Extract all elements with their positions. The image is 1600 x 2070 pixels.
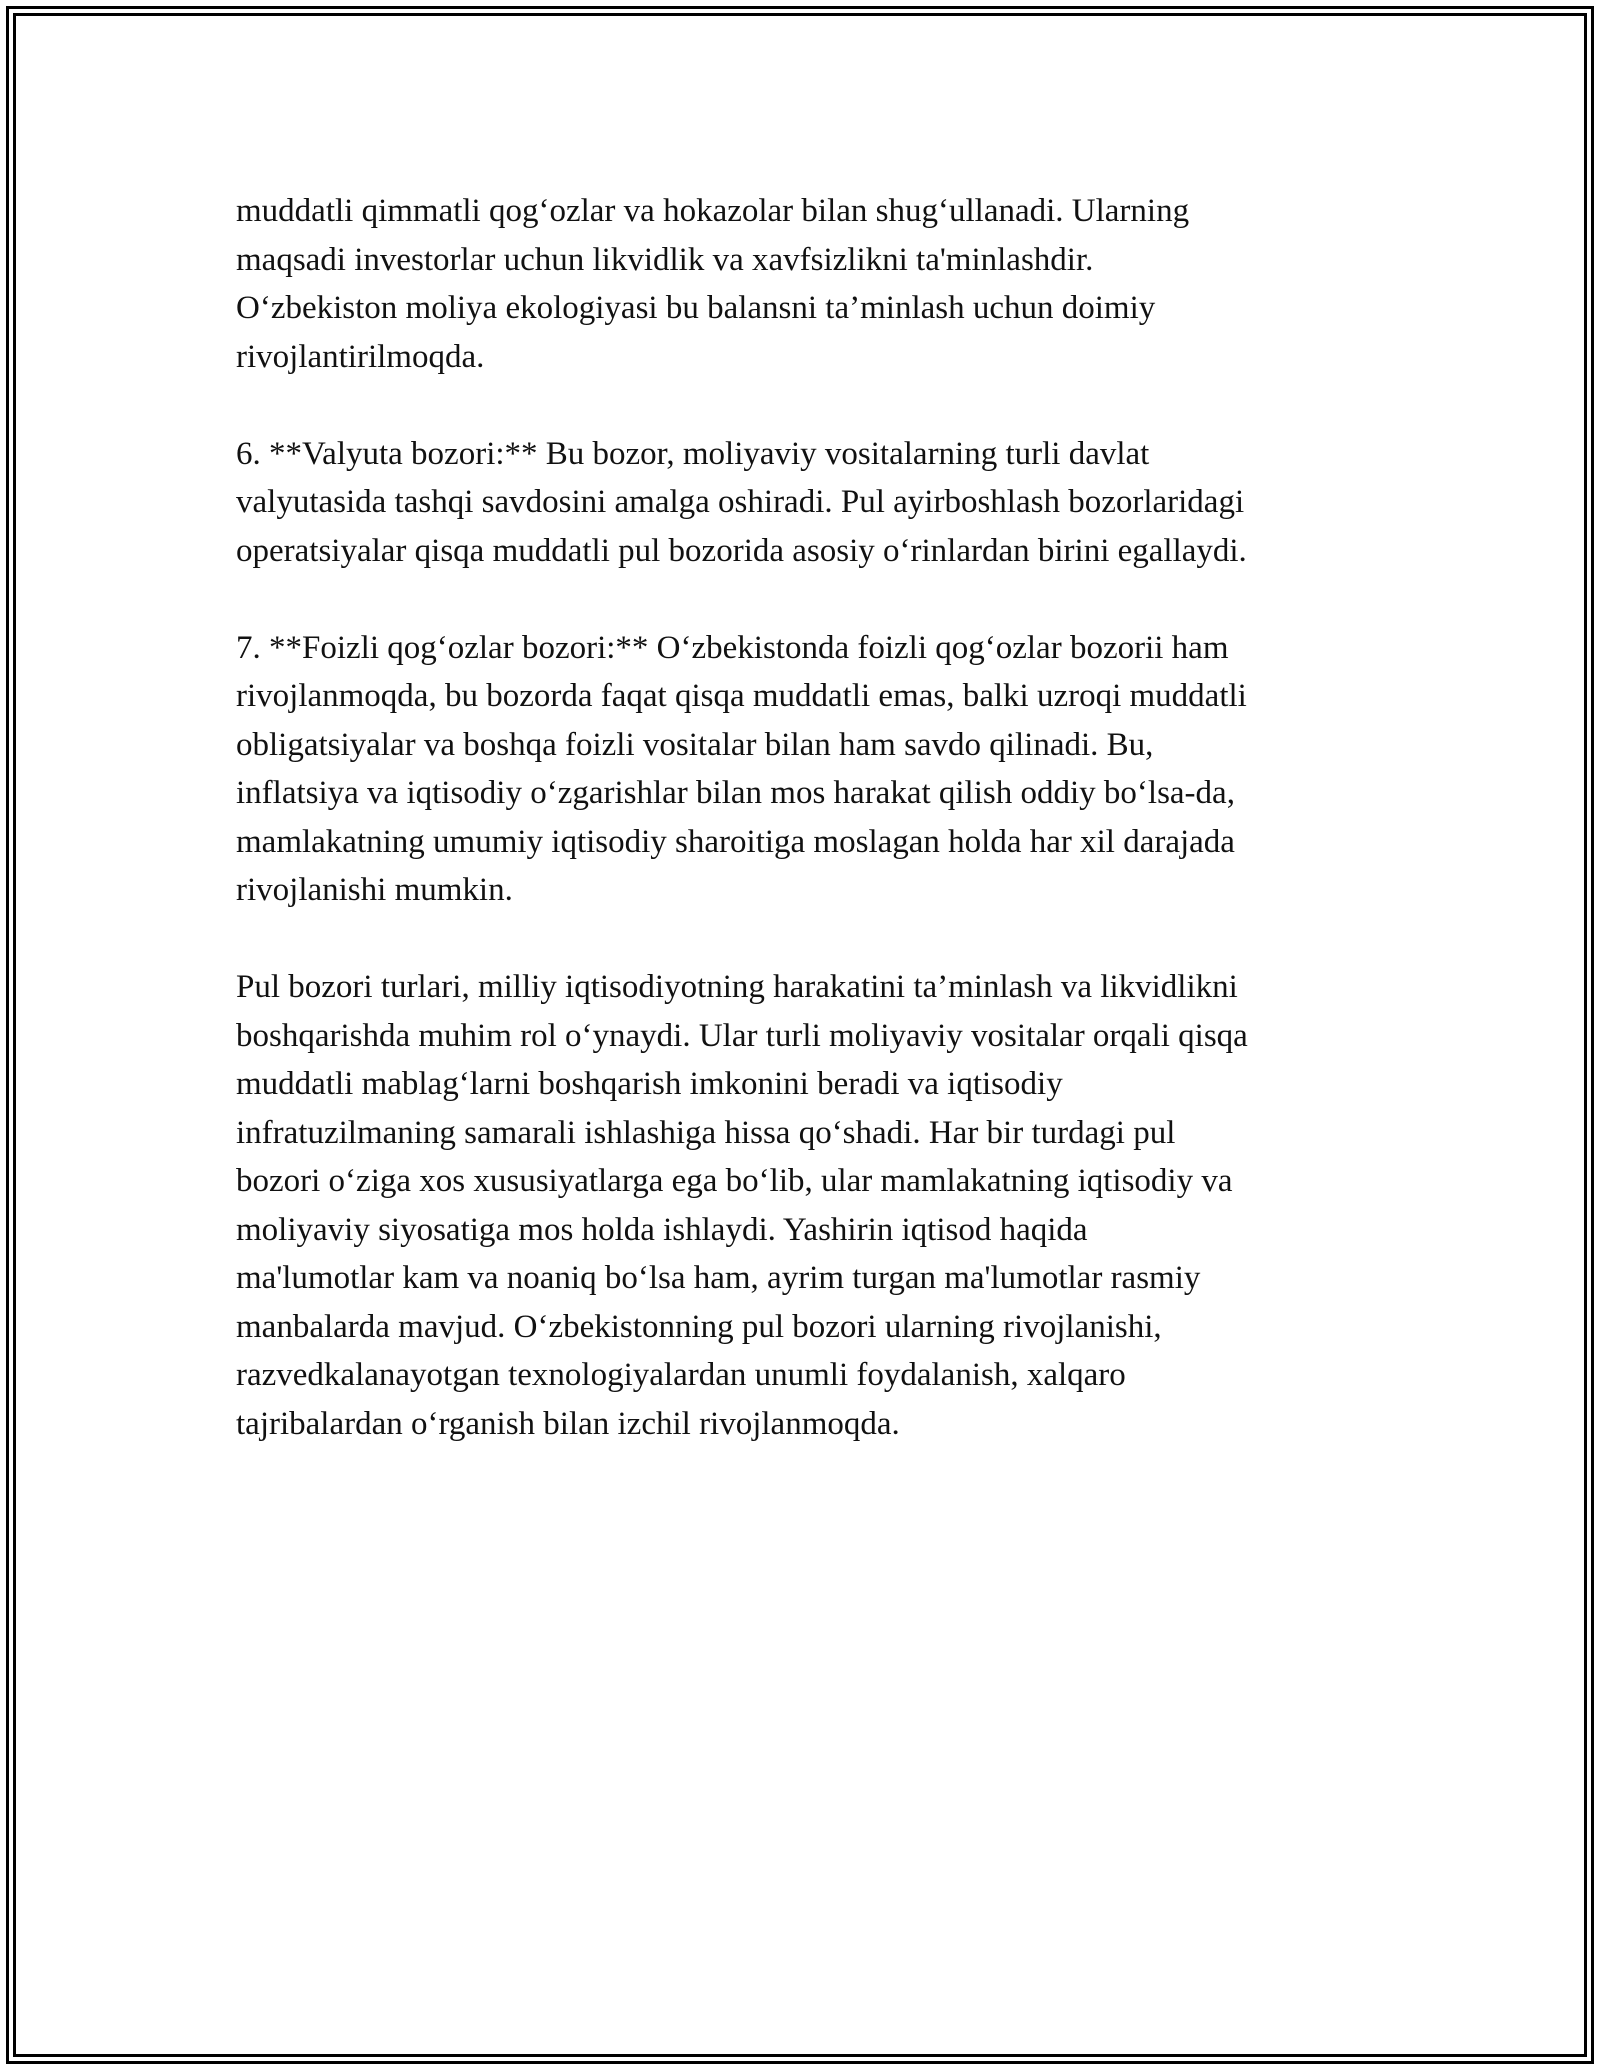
- text-line: O‘zbekiston moliya ekologiyasi bu balansni ta’minlash uchun doimiy: [236, 290, 1156, 326]
- text-line: mamlakatning umumiy iqtisodiy sharoitiga moslagan holda har xil darajada: [236, 823, 1235, 860]
- text-line: ma'lumotlar kam va noaniq bo‘lsa ham, ayrim turgan ma'lumotlar rasmiy: [236, 1260, 1201, 1296]
- text-line: infratuzilmaning samarali ishlashiga hissa qo‘shadi. Har bir turdagi pul: [236, 1114, 1176, 1151]
- text-line: rivojlantirilmoqda.: [236, 338, 485, 375]
- text-line: muddatli qimmatli qog‘ozlar va hokazolar bilan shug‘ullanadi. Ularning: [236, 193, 1190, 229]
- text-line: moliyaviy siyosatiga mos holda ishlaydi. Yashirin iqtisod haqida: [236, 1211, 1088, 1248]
- text-line: obligatsiyalar va boshqa foizli vositalar bilan ham savdo qilinadi. Bu,: [236, 726, 1154, 763]
- text-line: boshqarishda muhim rol o‘ynaydi. Ular turli moliyaviy vositalar orqali qisqa: [236, 1017, 1248, 1054]
- paragraph-conclusion: [236, 963, 1376, 1448]
- text-line: 6. **Valyuta bozori:** Bu bozor, moliyaviy vositalarning turli davlat: [236, 435, 1150, 472]
- text-line: operatsiyalar qisqa muddatli pul bozorida asosiy o‘rinlardan birini egallaydi.: [236, 532, 1247, 569]
- text-line: Pul bozori turlari, milliy iqtisodiyotning harakatini ta’minlash va likvidlikni: [236, 969, 1238, 1005]
- text-line: valyutasida tashqi savdosini amalga oshiradi. Pul ayirboshlash bozorlaridagi: [236, 484, 1245, 520]
- paragraph-interest-securities-market: [236, 624, 1376, 915]
- text-line: maqsadi investorlar uchun likvidlik va xavfsizlikni ta'minlashdir.: [236, 241, 1094, 278]
- text-line: razvedkalanayotgan texnologiyalardan unumli foydalanish, xalqaro: [236, 1357, 1126, 1393]
- text-line: rivojlanishi mumkin.: [236, 872, 513, 908]
- text-line: tajribalardan o‘rganish bilan izchil rivojlanmoqda.: [236, 1405, 900, 1442]
- paragraph-currency-market: [236, 430, 1376, 576]
- text-line: muddatli mablag‘larni boshqarish imkonini beradi va iqtisodiy: [236, 1066, 1063, 1102]
- text-line: manbalarda mavjud. O‘zbekistonning pul bozori ularning rivojlanishi,: [236, 1308, 1162, 1345]
- text-line: rivojlanmoqda, bu bozorda faqat qisqa muddatli emas, balki uzroqi muddatli: [236, 678, 1247, 714]
- text-line: bozori o‘ziga xos xususiyatlarga ega bo‘lib, ular mamlakatning iqtisodiy va: [236, 1163, 1233, 1199]
- text-line: inflatsiya va iqtisodiy o‘zgarishlar bilan mos harakat qilish oddiy bo‘lsa-da,: [236, 775, 1235, 811]
- paragraph-money-market-continuation: [236, 187, 1376, 381]
- text-line: 7. **Foizli qog‘ozlar bozori:** O‘zbekistonda foizli qog‘ozlar bozorii ham: [236, 629, 1229, 666]
- document-body: [236, 187, 1376, 1497]
